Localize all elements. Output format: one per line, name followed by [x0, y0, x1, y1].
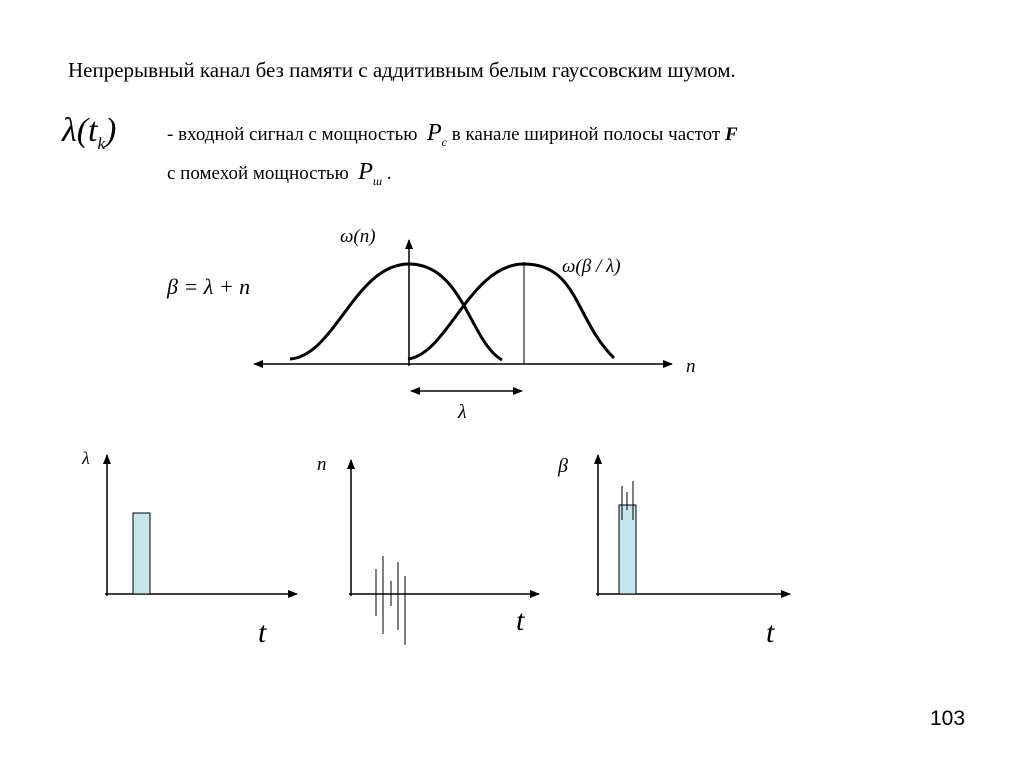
signal-x-label: t	[258, 616, 267, 649]
signal-power-sub: c	[441, 134, 447, 149]
channel-equation: β = λ + n	[167, 274, 251, 299]
line2-period: .	[386, 163, 392, 184]
signal-pulse	[133, 513, 150, 594]
density-diagram	[166, 226, 696, 423]
output-x-label: t	[766, 616, 775, 649]
output-density-curve	[408, 264, 614, 359]
output-density-label: ω(β / λ)	[562, 256, 621, 277]
noise-text: с помехой мощностью	[167, 163, 349, 184]
signal-y-label: λ	[82, 448, 90, 468]
bandwidth-text: в канале шириной полосы частот	[451, 124, 721, 145]
noise-power-letter: P	[358, 159, 373, 185]
signal-symbol-base: λ(t	[62, 112, 98, 149]
input-signal-text: - входной сигнал с мощностью	[167, 124, 418, 145]
noise-time-plot	[317, 454, 539, 645]
shift-label: λ	[458, 401, 467, 423]
n-axis-label: n	[686, 356, 696, 377]
noise-density-curve	[290, 264, 502, 360]
noise-y-label: n	[317, 454, 327, 475]
page-number: 103	[930, 707, 966, 730]
slide-title: Непрерывный канал без памяти с аддитивным белым гауссовским шумом.	[68, 58, 736, 82]
output-y-label: β	[558, 455, 568, 477]
bandwidth-symbol: F	[724, 124, 738, 145]
signal-symbol-sub: k	[97, 133, 106, 153]
noise-x-label: t	[516, 604, 525, 637]
signal-power-letter: P	[427, 120, 442, 146]
noise-power-sub: ш	[372, 173, 383, 188]
signal-symbol-close: )	[105, 112, 117, 149]
noise-density-label: ω(n)	[340, 226, 376, 247]
output-time-plot	[557, 455, 790, 649]
signal-time-plot	[81, 448, 297, 649]
